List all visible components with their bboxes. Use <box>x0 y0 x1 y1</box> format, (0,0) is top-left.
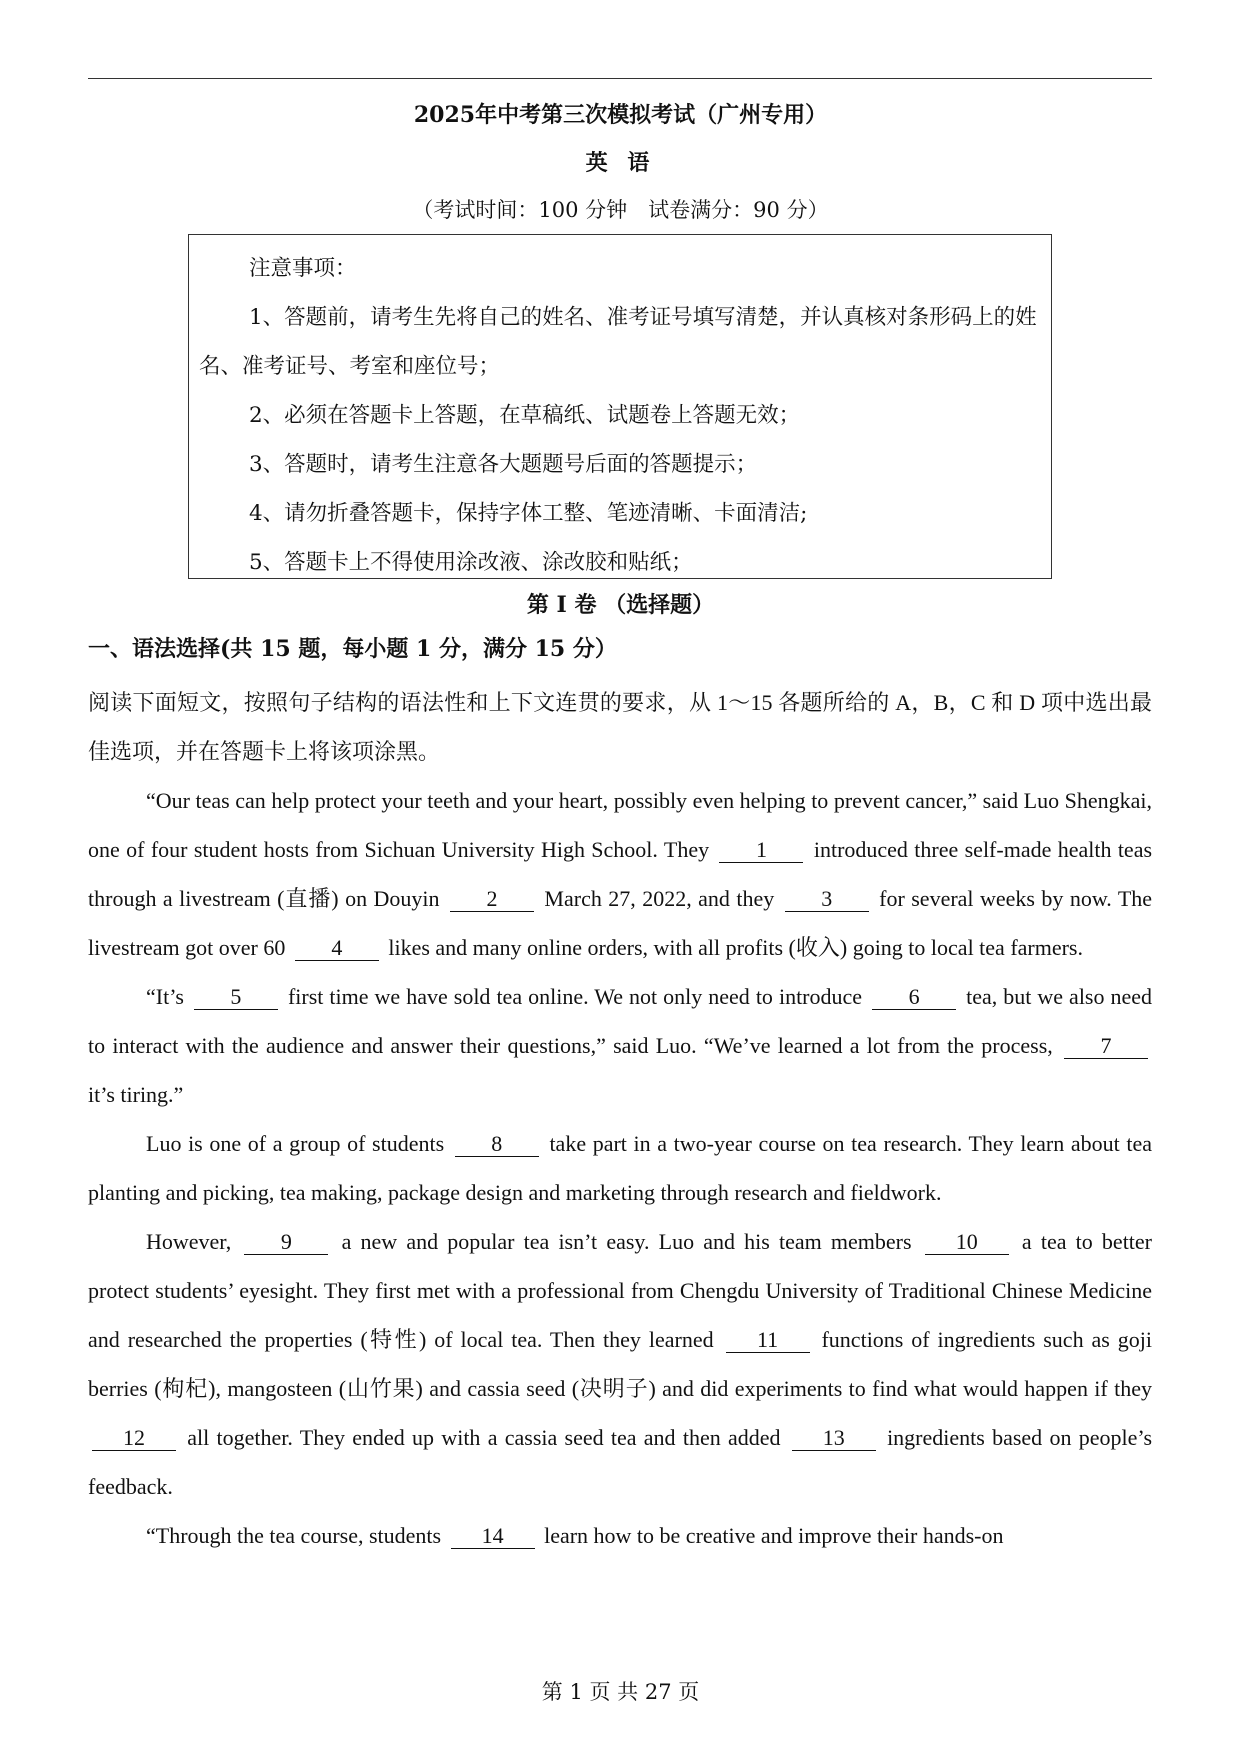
passage-text: a tea to better protect students’ eyesight. They first met with a professional from Chengdu University of Traditional Chinese Medicine and researched the properties (特性) of local tea. Then they learned <box>88 1229 1153 1352</box>
page-footer: 第 1 页 共 27 页 <box>541 1680 700 1704</box>
blank-1: 1 <box>719 838 803 863</box>
passage-text: functions of ingredients such as goji berries (枸杞), mangosteen (山竹果) and cassia seed (决明子) and did experiments to find what would happen if they <box>88 1327 1152 1401</box>
notice-item-3: 3、答题时，请考生注意各大题题号后面的答题提示； <box>249 452 758 477</box>
blank-2: 2 <box>450 887 534 912</box>
blank-12: 12 <box>92 1426 176 1451</box>
passage-text: “Our teas can help protect your teeth and your heart, possibly even helping to prevent cancer,” said Luo Shengkai, one of four student hosts from Sichuan University High School. They <box>88 788 1152 862</box>
passage-text: tea, but we also need to interact with the audience and answer their questions,” said Luo. “We’ve learned a lot from the process, <box>88 984 1153 1058</box>
passage-text: “It’s <box>146 984 184 1009</box>
passage-text: March 27, 2022, and they <box>544 886 775 911</box>
notice-item-4: 4、请勿折叠答题卡，保持字体工整、笔迹清晰、卡面清洁; <box>249 501 808 526</box>
passage-text: ingredients based on people’s feedback. <box>88 1425 1153 1499</box>
passage-paragraph-2 <box>88 972 1152 1119</box>
passage-text: first time we have sold tea online. We not only need to introduce <box>287 984 863 1009</box>
passage-paragraph-1 <box>88 776 1152 972</box>
blank-9: 9 <box>244 1230 328 1255</box>
notice-heading: 注意事项： <box>249 256 357 281</box>
blank-14: 14 <box>451 1524 535 1549</box>
blank-7: 7 <box>1064 1034 1148 1059</box>
passage-paragraph-5 <box>88 1511 1152 1560</box>
blank-10: 10 <box>925 1230 1009 1255</box>
passage-paragraph-3 <box>88 1119 1152 1217</box>
blank-13: 13 <box>792 1426 876 1451</box>
blank-6: 6 <box>872 985 956 1010</box>
passage-text: take part in a two-year course on tea research. They learn about tea planting and picking, tea making, package design and marketing through research and fieldwork. <box>88 1131 1153 1205</box>
passage-paragraph-4 <box>88 1217 1152 1511</box>
section-instruction: 阅读下面短文，按照句子结构的语法性和上下文连贯的要求，从 1～15 各题所给的 A，B，C 和 D 项中选出最佳选项，并在答题卡上将该项涂黑。 <box>88 690 1152 764</box>
passage-text: it’s tiring.” <box>88 1082 184 1107</box>
exam-title: 2025年中考第三次模拟考试（广州专用） <box>413 102 828 128</box>
blank-11: 11 <box>726 1328 810 1353</box>
blank-4: 4 <box>295 936 379 961</box>
part-title: 第 I 卷 （选择题） <box>526 592 715 618</box>
passage-text: likes and many online orders, with all profits (收入) going to local tea farmers. <box>388 935 1083 960</box>
passage-text: introduced three self-made health teas through a livestream (直播) on Douyin <box>88 837 1153 911</box>
blank-5: 5 <box>194 985 278 1010</box>
passage-text: for several weeks by now. The livestream got over 60 <box>88 886 1153 960</box>
header-rule <box>88 78 1152 79</box>
exam-time-info: （考试时间：100 分钟 试卷满分：90 分） <box>412 198 829 222</box>
passage-text: a new and popular tea isn’t easy. Luo and his team members <box>341 1229 912 1254</box>
section-title: 一、语法选择(共 15 题，每小题 1 分，满分 15 分） <box>88 636 617 662</box>
notice-item-2: 2、必须在答题卡上答题，在草稿纸、试题卷上答题无效； <box>249 403 801 428</box>
notice-item-5: 5、答题卡上不得使用涂改液、涂改胶和贴纸； <box>249 550 693 575</box>
passage-text: all together. They ended up with a cassia seed tea and then added <box>187 1425 781 1450</box>
passage-text: Luo is one of a group of students <box>146 1131 445 1156</box>
blank-3: 3 <box>785 887 869 912</box>
passage-text: “Through the tea course, students <box>146 1523 442 1548</box>
notice-item-1: 1、答题前，请考生先将自己的姓名、准考证号填写清楚，并认真核对条形码上的姓名、准考证号、考室和座位号； <box>199 305 1037 379</box>
exam-subject: 英 语 <box>585 150 656 176</box>
passage-text: learn how to be creative and improve their hands-on <box>544 1523 1004 1548</box>
notice-box <box>188 234 1052 579</box>
exam-body <box>88 678 1152 1560</box>
passage-text: However, <box>146 1229 232 1254</box>
blank-8: 8 <box>455 1132 539 1157</box>
